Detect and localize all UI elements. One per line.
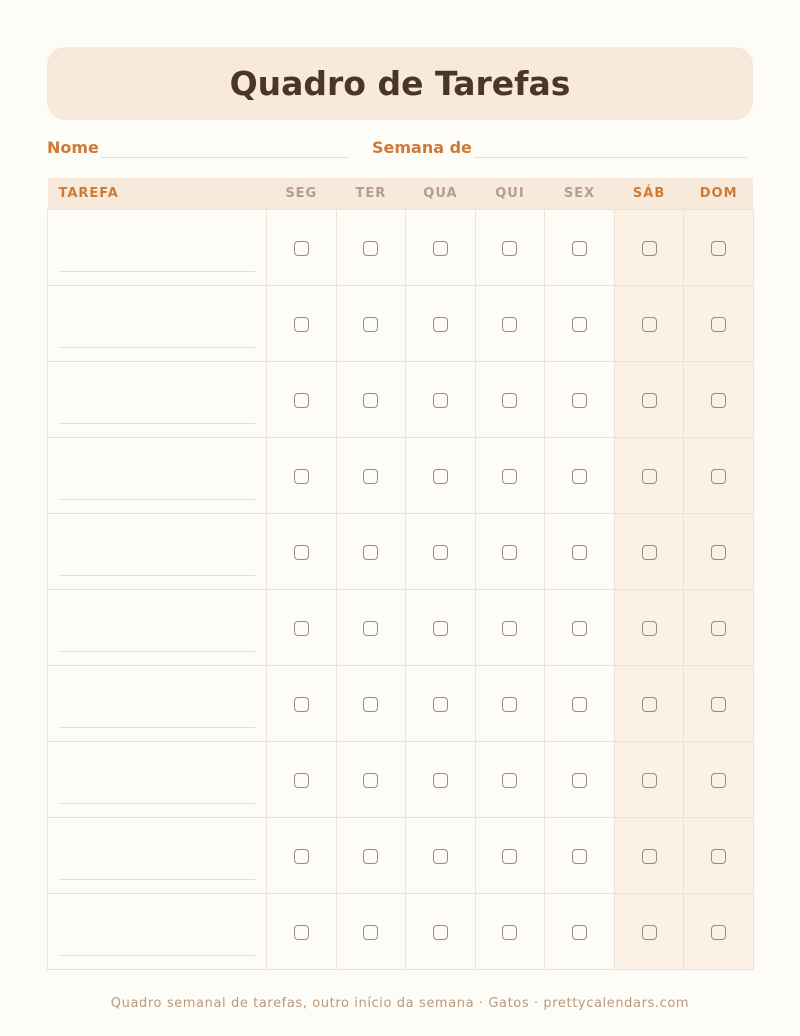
table-row — [48, 285, 754, 361]
checkbox-icon[interactable] — [502, 849, 517, 864]
checkbox-icon[interactable] — [294, 545, 309, 560]
day-cell — [545, 817, 615, 893]
day-cell — [475, 513, 545, 589]
name-input-line[interactable] — [101, 138, 349, 158]
day-cell — [684, 893, 754, 969]
day-cell — [684, 285, 754, 361]
checkbox-icon[interactable] — [572, 545, 587, 560]
day-cell — [475, 589, 545, 665]
checkbox-icon[interactable] — [363, 849, 378, 864]
checkbox-icon[interactable] — [294, 849, 309, 864]
day-cell — [406, 437, 476, 513]
checkbox-icon[interactable] — [363, 393, 378, 408]
checkbox-icon[interactable] — [502, 697, 517, 712]
table-row — [48, 589, 754, 665]
checkbox-icon[interactable] — [502, 545, 517, 560]
task-write-line — [59, 575, 255, 576]
day-cell — [475, 893, 545, 969]
checkbox-icon[interactable] — [294, 697, 309, 712]
task-write-line — [59, 499, 255, 500]
checkbox-icon[interactable] — [433, 469, 448, 484]
day-cell — [684, 361, 754, 437]
checkbox-icon[interactable] — [642, 393, 657, 408]
task-cell[interactable] — [48, 285, 267, 361]
task-cell[interactable] — [48, 361, 267, 437]
day-cell — [545, 209, 615, 285]
day-cell — [545, 437, 615, 513]
checkbox-icon[interactable] — [363, 545, 378, 560]
day-cell — [684, 741, 754, 817]
checkbox-icon[interactable] — [711, 773, 726, 788]
table-row — [48, 741, 754, 817]
checkbox-icon[interactable] — [711, 241, 726, 256]
day-cell — [614, 285, 684, 361]
task-cell[interactable] — [48, 893, 267, 969]
task-write-line — [59, 879, 255, 880]
checkbox-icon[interactable] — [642, 697, 657, 712]
day-cell — [267, 817, 337, 893]
day-cell — [475, 437, 545, 513]
checkbox-icon[interactable] — [642, 849, 657, 864]
checkbox-icon[interactable] — [294, 241, 309, 256]
table-row — [48, 513, 754, 589]
checkbox-icon[interactable] — [433, 773, 448, 788]
day-cell — [614, 437, 684, 513]
checkbox-icon[interactable] — [711, 469, 726, 484]
checkbox-icon[interactable] — [433, 621, 448, 636]
day-cell — [406, 285, 476, 361]
week-input-line[interactable] — [474, 138, 747, 158]
checkbox-icon[interactable] — [433, 697, 448, 712]
checkbox-icon[interactable] — [294, 469, 309, 484]
day-cell — [267, 741, 337, 817]
day-cell — [267, 513, 337, 589]
checkbox-icon[interactable] — [711, 621, 726, 636]
day-cell — [336, 361, 406, 437]
day-cell — [336, 589, 406, 665]
day-cell — [267, 589, 337, 665]
day-cell — [475, 665, 545, 741]
checkbox-icon[interactable] — [572, 621, 587, 636]
day-cell — [545, 741, 615, 817]
checkbox-icon[interactable] — [294, 393, 309, 408]
task-cell[interactable] — [48, 209, 267, 285]
day-header-1: TER — [355, 185, 387, 201]
day-cell — [406, 513, 476, 589]
task-cell[interactable] — [48, 741, 267, 817]
checkbox-icon[interactable] — [294, 773, 309, 788]
checkbox-icon[interactable] — [642, 545, 657, 560]
day-cell — [267, 285, 337, 361]
task-write-line — [59, 271, 255, 272]
day-header-4: SEX — [563, 185, 596, 201]
day-cell — [614, 513, 684, 589]
checkbox-icon[interactable] — [502, 925, 517, 940]
day-cell — [406, 361, 476, 437]
checkbox-icon[interactable] — [711, 545, 726, 560]
checkbox-icon[interactable] — [363, 317, 378, 332]
week-field — [372, 138, 747, 158]
day-cell — [614, 817, 684, 893]
checkbox-icon[interactable] — [642, 621, 657, 636]
day-cell — [614, 209, 684, 285]
day-cell — [545, 589, 615, 665]
task-write-line — [59, 347, 255, 348]
day-cell — [475, 361, 545, 437]
task-cell[interactable] — [48, 817, 267, 893]
day-cell — [336, 665, 406, 741]
checkbox-icon[interactable] — [433, 241, 448, 256]
checkbox-icon[interactable] — [502, 393, 517, 408]
day-cell — [545, 361, 615, 437]
day-cell — [267, 361, 337, 437]
checkbox-icon[interactable] — [502, 621, 517, 636]
checkbox-icon[interactable] — [711, 697, 726, 712]
checkbox-icon[interactable] — [502, 773, 517, 788]
day-cell — [336, 893, 406, 969]
day-cell — [336, 741, 406, 817]
checkbox-icon[interactable] — [502, 317, 517, 332]
day-header-3: QUI — [495, 185, 525, 201]
checkbox-icon[interactable] — [363, 697, 378, 712]
table-body — [48, 209, 754, 969]
checkbox-icon[interactable] — [642, 773, 657, 788]
checkbox-icon[interactable] — [572, 469, 587, 484]
checkbox-icon[interactable] — [711, 849, 726, 864]
checkbox-icon[interactable] — [711, 925, 726, 940]
checkbox-icon[interactable] — [642, 469, 657, 484]
checkbox-icon[interactable] — [433, 393, 448, 408]
checkbox-icon[interactable] — [572, 241, 587, 256]
checkbox-icon[interactable] — [572, 773, 587, 788]
day-cell — [684, 665, 754, 741]
table-row — [48, 665, 754, 741]
checkbox-icon[interactable] — [711, 393, 726, 408]
day-cell — [614, 741, 684, 817]
day-cell — [336, 817, 406, 893]
checkbox-icon[interactable] — [502, 241, 517, 256]
table-row — [48, 209, 754, 285]
day-cell — [406, 741, 476, 817]
day-cell — [336, 285, 406, 361]
checkbox-icon[interactable] — [642, 317, 657, 332]
checkbox-icon[interactable] — [433, 925, 448, 940]
day-cell — [336, 437, 406, 513]
week-label: Semana de — [372, 138, 472, 157]
checkbox-icon[interactable] — [433, 545, 448, 560]
day-header-5: SÁB — [632, 185, 666, 201]
day-cell — [475, 817, 545, 893]
day-cell — [545, 665, 615, 741]
task-write-line — [59, 651, 255, 652]
task-write-line — [59, 955, 255, 956]
task-write-line — [59, 803, 255, 804]
day-cell — [406, 665, 476, 741]
checkbox-icon[interactable] — [363, 241, 378, 256]
name-field — [47, 138, 349, 158]
day-cell — [614, 665, 684, 741]
day-cell — [267, 209, 337, 285]
day-cell — [406, 893, 476, 969]
day-header-0: SEG — [285, 185, 318, 201]
day-cell — [406, 589, 476, 665]
header-fields — [47, 138, 753, 160]
table-header-row — [48, 178, 754, 209]
task-cell[interactable] — [48, 589, 267, 665]
checkbox-icon[interactable] — [642, 241, 657, 256]
day-cell — [545, 285, 615, 361]
day-cell — [684, 817, 754, 893]
day-cell — [684, 589, 754, 665]
checkbox-icon[interactable] — [572, 697, 587, 712]
day-cell — [684, 437, 754, 513]
table-row — [48, 893, 754, 969]
checkbox-icon[interactable] — [363, 773, 378, 788]
day-cell — [684, 513, 754, 589]
checkbox-icon[interactable] — [572, 317, 587, 332]
checkbox-icon[interactable] — [433, 317, 448, 332]
checkbox-icon[interactable] — [294, 925, 309, 940]
task-cell[interactable] — [48, 437, 267, 513]
checkbox-icon[interactable] — [363, 621, 378, 636]
title-banner — [47, 47, 753, 120]
checkbox-icon[interactable] — [363, 469, 378, 484]
day-cell — [406, 209, 476, 285]
checkbox-icon[interactable] — [572, 849, 587, 864]
day-cell — [475, 209, 545, 285]
chore-table — [47, 178, 754, 970]
task-column-header: TAREFA — [58, 185, 119, 201]
page-title: Quadro de Tarefas — [229, 64, 571, 103]
day-cell — [267, 893, 337, 969]
day-cell — [614, 589, 684, 665]
checkbox-icon[interactable] — [433, 849, 448, 864]
day-cell — [614, 893, 684, 969]
task-write-line — [59, 423, 255, 424]
day-cell — [614, 361, 684, 437]
checkbox-icon[interactable] — [363, 925, 378, 940]
name-label: Nome — [47, 138, 99, 157]
checkbox-icon[interactable] — [294, 317, 309, 332]
table-row — [48, 437, 754, 513]
day-header-6: DOM — [699, 185, 738, 201]
day-cell — [475, 285, 545, 361]
checkbox-icon[interactable] — [572, 393, 587, 408]
checkbox-icon[interactable] — [294, 621, 309, 636]
day-cell — [545, 893, 615, 969]
day-cell — [475, 741, 545, 817]
day-cell — [267, 665, 337, 741]
day-cell — [336, 209, 406, 285]
checkbox-icon[interactable] — [502, 469, 517, 484]
checkbox-icon[interactable] — [642, 925, 657, 940]
checkbox-icon[interactable] — [711, 317, 726, 332]
day-cell — [406, 817, 476, 893]
footer-text: Quadro semanal de tarefas, outro início da semana · Gatos · prettycalendars.com — [110, 996, 690, 1011]
task-cell[interactable] — [48, 513, 267, 589]
day-header-2: QUA — [423, 185, 458, 201]
day-cell — [267, 437, 337, 513]
table-row — [48, 817, 754, 893]
table-row — [48, 361, 754, 437]
task-cell[interactable] — [48, 665, 267, 741]
day-cell — [545, 513, 615, 589]
day-cell — [684, 209, 754, 285]
task-write-line — [59, 727, 255, 728]
checkbox-icon[interactable] — [572, 925, 587, 940]
day-cell — [336, 513, 406, 589]
